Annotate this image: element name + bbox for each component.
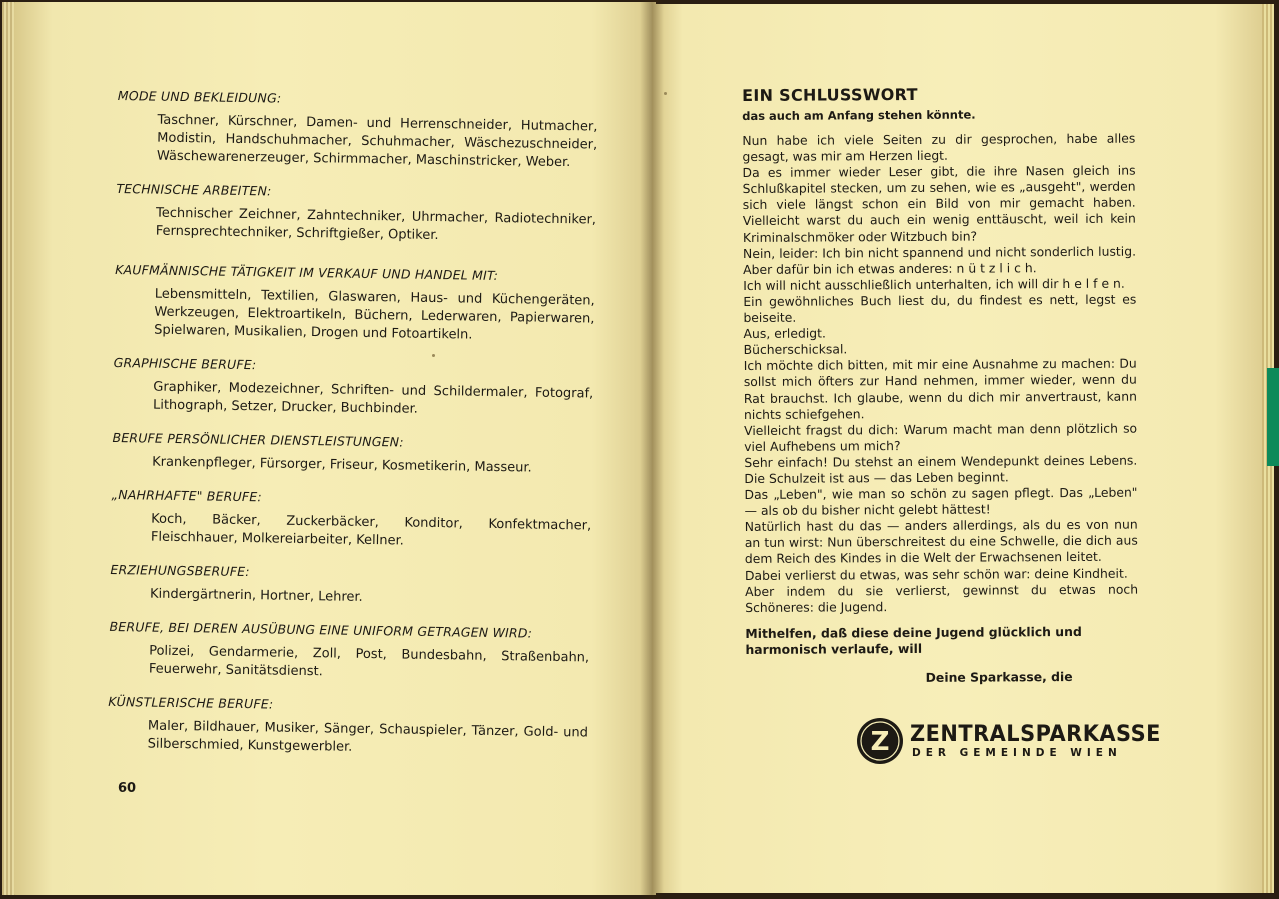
category-erziehung	[110, 562, 591, 611]
category-body: Polizei, Gendarmerie, Zoll, Post, Bundesbahn, Straßenbahn, Feuerwehr, Sanitätsdienst.	[148, 643, 590, 680]
category-body: Lebensmitteln, Textilien, Glaswaren, Haus- und Küchengeräten, Werkzeugen, Elektroartikeln, Büchern, Lederwaren, Papierwaren, Spielwaren, Musikalien, Drogen und Fotoartikeln.	[154, 286, 595, 343]
body-paragraph: Nein, leider: Ich bin nicht spannend und nicht sonderlich lustig. Aber dafür bin ich etwas anderes: n ü t z l i c h.	[742, 243, 1137, 277]
category-heading: BERUFE PERSÖNLICHER DIENSTLEISTUNGEN:	[112, 429, 404, 450]
zentralsparkasse-logo	[856, 717, 1161, 767]
logo-letter: Z	[870, 727, 890, 757]
category-kaufmann	[114, 262, 595, 347]
category-body: Koch, Bäcker, Zuckerbäcker, Konditor, Konfektmacher, Fleischhauer, Molkereiarbeiter, Kellner.	[150, 511, 592, 549]
category-kunst	[108, 694, 589, 761]
closing-statement: Mithelfen, daß diese deine Jugend glücklich und harmonisch verlaufe, will	[745, 623, 1082, 658]
body-paragraph: Natürlich hast du das — anders allerdings, als du es von nun an tun wirst: Nun überschreitest du eine Schwelle, die dich aus dem Reich des Kindes in die Welt der Erwachsenen leitet.	[744, 516, 1138, 567]
category-body: Krankenpfleger, Fürsorger, Friseur, Kosmetikerin, Masseur.	[152, 454, 532, 476]
book-gutter	[640, 0, 664, 899]
body-paragraph: Sehr einfach! Du stehst an einem Wendepunkt deines Lebens. Die Schulzeit ist aus — das Leben beginnt.	[744, 452, 1138, 486]
category-body: Technischer Zeichner, Zahntechniker, Uhrmacher, Radiotechniker, Fernsprechtechniker, Schriftgießer, Optiker.	[155, 205, 597, 244]
category-heading: „NAHRHAFTE" BERUFE:	[111, 486, 262, 505]
logo-subline: DER GEMEINDE WIEN	[912, 747, 1122, 759]
paper-speck	[664, 92, 667, 95]
section-subtitle: das auch am Anfang stehen könnte.	[742, 107, 976, 123]
page-number: 60	[118, 781, 137, 796]
body-paragraph: Da es immer wieder Leser gibt, die ihre Nasen gleich ins Schlußkapitel stecken, um zu sehen, wie es „ausgeht", werden sich viele längst schon ein Bild von mir gemacht haben. Vielleicht warst du auch ein wenig enttäuscht, weil ich kein Kriminalschmöker oder Witzbuch bin?	[742, 162, 1136, 245]
body-paragraph: Bücherschicksal.	[743, 341, 848, 358]
bank-emblem-icon	[856, 717, 904, 765]
category-body: Kindergärtnerin, Hortner, Lehrer.	[149, 586, 363, 605]
category-heading: ERZIEHUNGSBERUFE:	[110, 561, 250, 580]
category-technik	[116, 181, 597, 248]
section-body	[742, 131, 1138, 616]
bookmark-tab	[1267, 368, 1279, 466]
signature-line: Deine Sparkasse, die	[925, 669, 1073, 686]
category-heading: GRAPHISCHE BERUFE:	[113, 354, 257, 373]
category-graphik	[113, 355, 594, 422]
category-heading: BERUFE, BEI DEREN AUSÜBUNG EINE UNIFORM GETRAGEN WIRD:	[109, 618, 533, 641]
body-paragraph: Dabei verlierst du etwas, was sehr schön war: deine Kindheit.	[744, 565, 1128, 583]
body-paragraph: Vielleicht fragst du dich: Warum macht man denn plötzlich so viel Aufhebens um mich?	[744, 420, 1138, 454]
body-paragraph: Aber indem du sie verlierst, gewinnst du etwas noch Schöneres: die Jugend.	[745, 581, 1139, 615]
body-paragraph: Das „Leben", wie man so schön zu sagen pflegt. Das „Leben" — als ob du bisher nicht gelebt hättest!	[744, 484, 1138, 519]
body-paragraph: Ein gewöhnliches Buch liest du, du findest es nett, legst es beiseite.	[743, 291, 1137, 326]
category-heading: KAUFMÄNNISCHE TÄTIGKEIT IM VERKAUF UND HANDEL MIT:	[115, 261, 499, 283]
body-paragraph: Ich will nicht ausschließlich unterhalten, ich will dir h e l f e n.	[743, 275, 1125, 293]
logo-wordmark: ZENTRALSPARKASSE	[910, 722, 1161, 747]
body-paragraph: Nun habe ich viele Seiten zu dir gesprochen, habe alles gesagt, was mir am Herzen liegt.	[742, 130, 1136, 165]
body-paragraph: Aus, erledigt.	[743, 325, 826, 342]
body-paragraph: Ich möchte dich bitten, mit mir eine Ausnahme zu machen: Du sollst mich öfters zur Hand nehmen, immer wieder, wenn du Rat brauchst. Ich glaube, wenn du dich mir anvertraust, kann nichts schiefgehen.	[743, 355, 1137, 422]
category-body: Maler, Bildhauer, Musiker, Sänger, Schauspieler, Tänzer, Gold- und Silberschmied, Kunstgewerbler.	[147, 718, 589, 755]
category-dienstleistung	[112, 430, 593, 479]
category-body: Taschner, Kürschner, Damen- und Herrenschneider, Hutmacher, Modistin, Handschuhmacher, Schuhmacher, Wäschezuschneider, Wäschewarenerzeuger, Schirmmacher, Maschinstricker, Weber.	[156, 112, 598, 171]
category-uniform	[109, 619, 590, 686]
closing-word-section	[742, 84, 1139, 687]
category-heading: MODE UND BEKLEIDUNG:	[117, 88, 282, 106]
category-mode	[117, 88, 598, 173]
category-heading: TECHNISCHE ARBEITEN:	[116, 180, 272, 199]
category-nahrhaft	[111, 487, 592, 554]
category-heading: KÜNSTLERISCHE BERUFE:	[108, 693, 274, 712]
occupation-list	[107, 88, 598, 776]
section-title: EIN SCHLUSSWORT	[742, 84, 918, 105]
category-body: Graphiker, Modezeichner, Schriften- und Schildermaler, Fotograf, Lithograph, Setzer, Drucker, Buchbinder.	[152, 379, 594, 417]
